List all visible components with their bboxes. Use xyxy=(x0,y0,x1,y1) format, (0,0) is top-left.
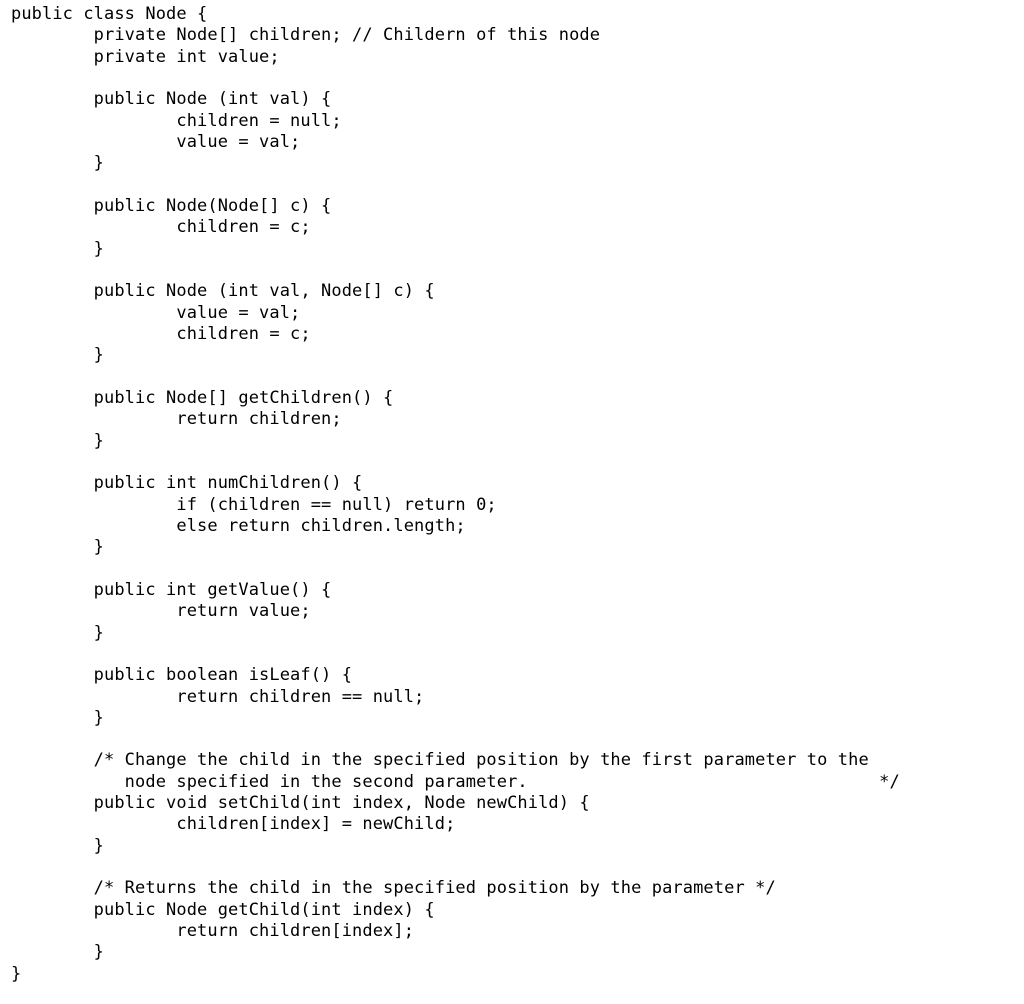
code-line: private int value; xyxy=(11,46,280,67)
code-line: public Node getChild(int index) { xyxy=(11,899,435,920)
code-line: public Node (int val) { xyxy=(11,89,332,110)
code-line: return children == null; xyxy=(11,686,425,707)
code-line xyxy=(11,367,1016,388)
code-line: } xyxy=(11,153,105,174)
code-line: children = null; xyxy=(11,110,342,131)
code-line: public Node (int val, Node[] c) { xyxy=(11,281,435,302)
code-line: } xyxy=(11,345,105,366)
code-listing xyxy=(11,4,1016,996)
code-line: public int getValue() { xyxy=(11,579,332,600)
code-line: } xyxy=(11,707,105,728)
code-line: public int numChildren() { xyxy=(11,473,363,494)
code-line xyxy=(11,729,1016,750)
code-line xyxy=(11,260,1016,281)
code-line: } xyxy=(11,963,22,984)
code-line: public void setChild(int index, Node newChild) { xyxy=(11,793,590,814)
code-line: if (children == null) return 0; xyxy=(11,494,497,515)
code-line: /* Change the child in the specified position by the first parameter to the xyxy=(11,750,869,771)
code-line: public boolean isLeaf() { xyxy=(11,665,353,686)
code-line: public Node[] getChildren() { xyxy=(11,387,394,408)
code-line xyxy=(11,68,1016,89)
code-line: children[index] = newChild; xyxy=(11,814,456,835)
code-line: public class Node { xyxy=(11,4,208,24)
code-line xyxy=(11,644,1016,665)
code-line: return value; xyxy=(11,601,311,622)
code-line: } xyxy=(11,238,105,259)
code-line: private Node[] children; // Childern of this node xyxy=(11,25,601,46)
code-line: public Node(Node[] c) { xyxy=(11,195,332,216)
code-line: else return children.length; xyxy=(11,515,466,536)
code-line xyxy=(11,175,1016,196)
code-line: node specified in the second parameter. */ xyxy=(11,771,900,792)
code-line: } xyxy=(11,942,105,963)
code-line: } xyxy=(11,835,105,856)
code-line: value = val; xyxy=(11,302,301,323)
code-line: } xyxy=(11,430,105,451)
code-line: children = c; xyxy=(11,217,311,238)
code-line: return children[index]; xyxy=(11,921,415,942)
code-line: /* Returns the child in the specified position by the parameter */ xyxy=(11,878,776,899)
code-line: } xyxy=(11,537,105,558)
code-line xyxy=(11,452,1016,473)
code-line xyxy=(11,559,1016,580)
code-line: children = c; xyxy=(11,323,311,344)
code-line: } xyxy=(11,622,105,643)
code-line: value = val; xyxy=(11,131,301,152)
code-line: return children; xyxy=(11,409,342,430)
code-line xyxy=(11,857,1016,878)
